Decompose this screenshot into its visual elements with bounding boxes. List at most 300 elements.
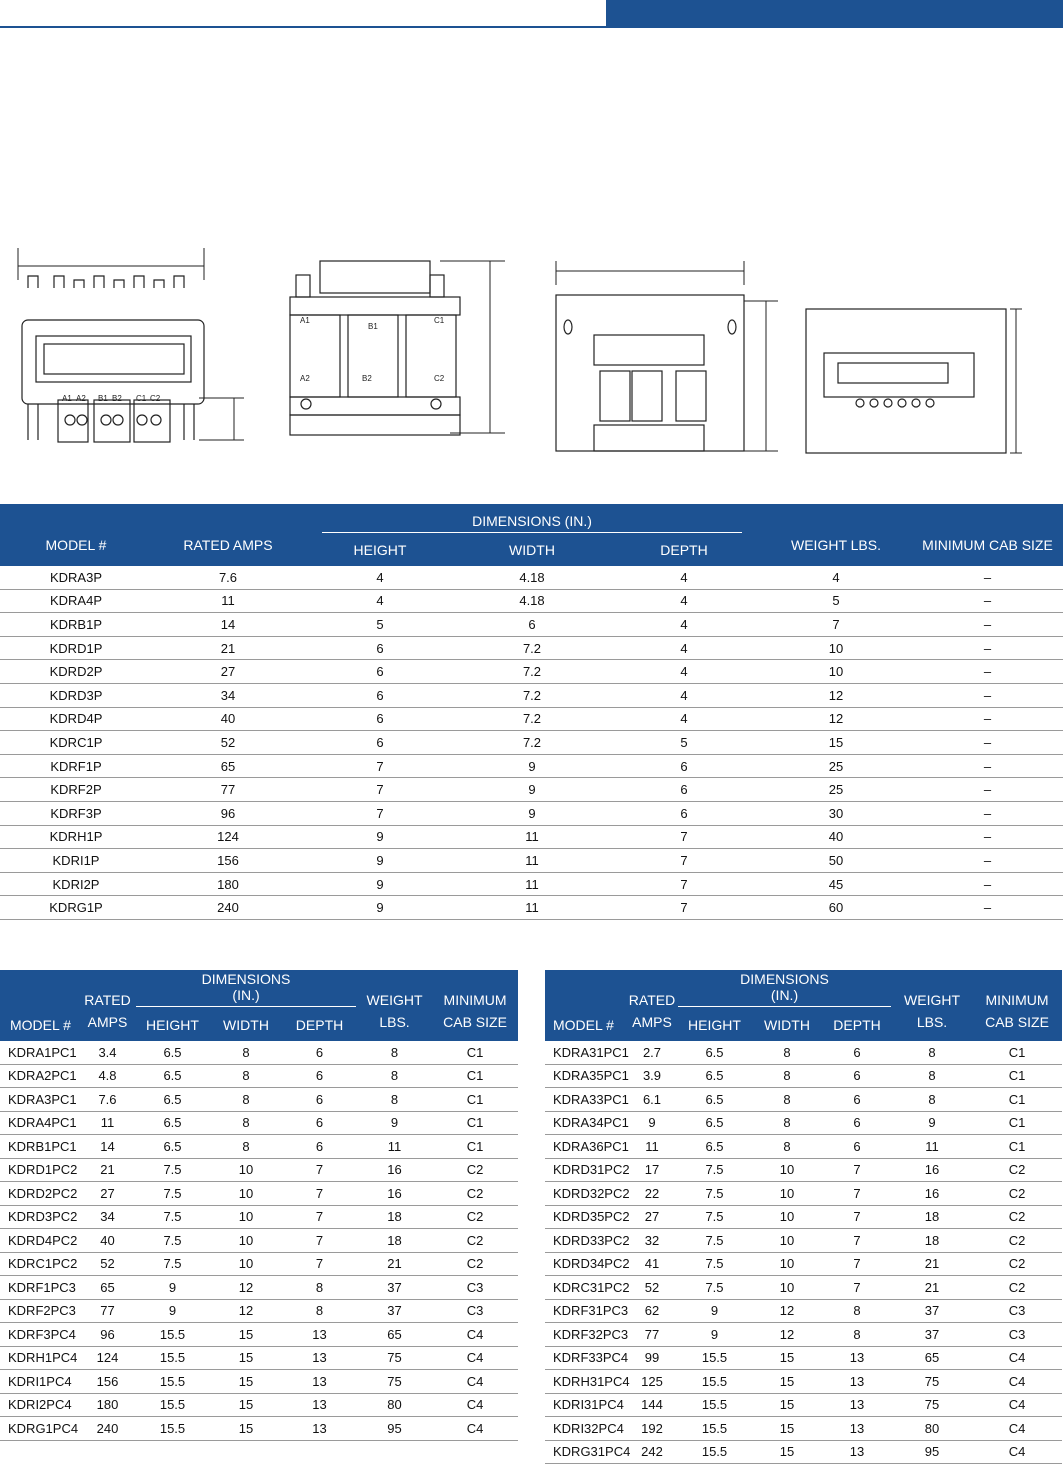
col-weight: WEIGHT LBS.	[760, 504, 912, 566]
table-row	[0, 1417, 518, 1441]
cell-width: 15	[752, 1440, 822, 1464]
table-row	[545, 1417, 1062, 1441]
cell-model: KDRB1PC1	[0, 1135, 80, 1159]
cell-rated-amps: 27	[80, 1182, 135, 1206]
cell-min-cab: C1	[972, 1111, 1062, 1135]
cell-model: KDRF31PC3	[545, 1299, 627, 1323]
col-rated-amps: RATED AMPS	[152, 504, 304, 566]
table-row	[0, 754, 1063, 778]
cell-height: 6.5	[677, 1111, 752, 1135]
cell-model: KDRI32PC4	[545, 1417, 627, 1441]
cell-width: 4.18	[456, 566, 608, 589]
cell-rated-amps: 77	[152, 778, 304, 802]
cell-height: 7.5	[135, 1182, 210, 1206]
cell-rated-amps: 27	[627, 1205, 677, 1229]
cell-depth: 7	[608, 825, 760, 849]
header-rule	[0, 26, 606, 28]
cell-depth: 7	[822, 1158, 892, 1182]
reactor-table-main	[0, 504, 1063, 920]
cell-width: 10	[210, 1229, 282, 1253]
table-row	[0, 589, 1063, 613]
cell-width: 9	[456, 778, 608, 802]
cell-depth: 6	[282, 1064, 357, 1088]
col-depth: DEPTH	[822, 1008, 892, 1041]
cell-rated-amps: 4.8	[80, 1064, 135, 1088]
cell-rated-amps: 52	[80, 1252, 135, 1276]
table-row	[0, 778, 1063, 802]
cell-model: KDRA4PC1	[0, 1111, 80, 1135]
cell-min-cab: –	[912, 636, 1063, 660]
cell-min-cab: C3	[972, 1323, 1062, 1347]
cell-rated-amps: 124	[80, 1346, 135, 1370]
cell-depth: 13	[822, 1393, 892, 1417]
cell-weight: 65	[357, 1323, 432, 1347]
cell-rated-amps: 9	[627, 1111, 677, 1135]
table-row	[0, 1064, 518, 1088]
cell-min-cab: C1	[972, 1088, 1062, 1112]
cell-rated-amps: 52	[627, 1276, 677, 1300]
table-row	[545, 1088, 1062, 1112]
cell-rated-amps: 3.4	[80, 1041, 135, 1064]
table-right-header	[545, 970, 1062, 1041]
cell-height: 7.5	[677, 1158, 752, 1182]
table-row	[0, 660, 1063, 684]
col-depth: DEPTH	[608, 534, 760, 566]
cell-min-cab: C1	[972, 1135, 1062, 1159]
cell-min-cab: C2	[432, 1229, 518, 1253]
cell-weight: 30	[760, 801, 912, 825]
cell-depth: 6	[608, 801, 760, 825]
cell-width: 12	[752, 1323, 822, 1347]
cell-width: 9	[456, 801, 608, 825]
cell-depth: 6	[282, 1041, 357, 1064]
table-row	[545, 1370, 1062, 1394]
cell-min-cab: C4	[972, 1346, 1062, 1370]
table-row	[545, 1276, 1062, 1300]
table-row	[545, 1346, 1062, 1370]
cell-weight: 8	[892, 1041, 972, 1064]
cell-weight: 8	[892, 1064, 972, 1088]
cell-min-cab: C4	[972, 1417, 1062, 1441]
coil-label-b1: B1	[368, 322, 378, 331]
cell-model: KDRA35PC1	[545, 1064, 627, 1088]
header-accent-block	[606, 0, 1063, 28]
table-main-header	[0, 504, 1063, 566]
cell-width: 7.2	[456, 660, 608, 684]
cell-depth: 6	[822, 1064, 892, 1088]
cell-rated-amps: 40	[152, 707, 304, 731]
cell-depth: 5	[608, 731, 760, 755]
table-row	[545, 1182, 1062, 1206]
col-model: MODEL #	[0, 504, 152, 566]
cell-width: 10	[752, 1158, 822, 1182]
cell-depth: 13	[822, 1370, 892, 1394]
cell-height: 15.5	[677, 1417, 752, 1441]
cell-depth: 13	[822, 1440, 892, 1464]
cell-depth: 8	[282, 1276, 357, 1300]
cell-model: KDRD34PC2	[545, 1252, 627, 1276]
cell-weight: 16	[357, 1182, 432, 1206]
cell-height: 15.5	[677, 1440, 752, 1464]
cell-model: KDRH31PC4	[545, 1370, 627, 1394]
cell-height: 7	[304, 754, 456, 778]
cell-height: 4	[304, 566, 456, 589]
cell-width: 7.2	[456, 636, 608, 660]
cell-width: 6	[456, 613, 608, 637]
table-row	[545, 1252, 1062, 1276]
cell-min-cab: –	[912, 801, 1063, 825]
cell-width: 10	[210, 1205, 282, 1229]
table-row	[545, 1299, 1062, 1323]
col-rated-amps: RATED AMPS	[80, 970, 135, 1041]
cell-height: 9	[304, 825, 456, 849]
cell-weight: 40	[760, 825, 912, 849]
cell-height: 6.5	[677, 1041, 752, 1064]
cell-rated-amps: 22	[627, 1182, 677, 1206]
cell-weight: 10	[760, 660, 912, 684]
cell-min-cab: –	[912, 849, 1063, 873]
cell-weight: 8	[892, 1088, 972, 1112]
cell-height: 15.5	[677, 1393, 752, 1417]
cell-width: 15	[210, 1393, 282, 1417]
cell-weight: 80	[892, 1417, 972, 1441]
table-row	[0, 707, 1063, 731]
col-width: WIDTH	[456, 534, 608, 566]
cell-width: 10	[210, 1182, 282, 1206]
cell-model: KDRA4P	[0, 589, 152, 613]
cell-model: KDRG31PC4	[545, 1440, 627, 1464]
cell-model: KDRA1PC1	[0, 1041, 80, 1064]
cell-width: 9	[456, 754, 608, 778]
reactor-table-enclosed-left	[0, 970, 518, 1441]
cell-depth: 7	[822, 1252, 892, 1276]
cell-weight: 95	[892, 1440, 972, 1464]
cell-depth: 4	[608, 613, 760, 637]
cell-width: 11	[456, 872, 608, 896]
cell-min-cab: C3	[972, 1299, 1062, 1323]
cell-model: KDRA2PC1	[0, 1064, 80, 1088]
cell-min-cab: C2	[972, 1182, 1062, 1206]
table-row	[545, 1440, 1062, 1464]
cell-width: 8	[210, 1088, 282, 1112]
cell-depth: 6	[822, 1111, 892, 1135]
cell-depth: 13	[282, 1346, 357, 1370]
coil-label-c1: C1	[434, 316, 445, 325]
cell-model: KDRF1PC3	[0, 1276, 80, 1300]
col-width: WIDTH	[210, 1008, 282, 1041]
cell-depth: 6	[282, 1111, 357, 1135]
cell-weight: 75	[892, 1393, 972, 1417]
cell-model: KDRF32PC3	[545, 1323, 627, 1347]
cell-model: KDRI1P	[0, 849, 152, 873]
cell-model: KDRF1P	[0, 754, 152, 778]
cell-height: 7.5	[677, 1229, 752, 1253]
cell-height: 9	[135, 1276, 210, 1300]
col-weight: WEIGHT LBS.	[892, 970, 972, 1041]
table-row	[0, 1229, 518, 1253]
table-row	[545, 1111, 1062, 1135]
cell-rated-amps: 62	[627, 1299, 677, 1323]
col-min-cab: MINIMUM CAB SIZE	[432, 970, 518, 1041]
cell-width: 10	[752, 1182, 822, 1206]
cell-rated-amps: 96	[152, 801, 304, 825]
cell-depth: 13	[282, 1393, 357, 1417]
cell-rated-amps: 180	[152, 872, 304, 896]
cell-min-cab: C1	[432, 1135, 518, 1159]
cell-weight: 7	[760, 613, 912, 637]
coil-label-c2: C2	[434, 374, 445, 383]
cell-rated-amps: 14	[80, 1135, 135, 1159]
cell-rated-amps: 41	[627, 1252, 677, 1276]
cell-depth: 4	[608, 683, 760, 707]
cell-depth: 6	[282, 1088, 357, 1112]
cell-height: 5	[304, 613, 456, 637]
cell-width: 15	[752, 1346, 822, 1370]
cell-depth: 7	[282, 1252, 357, 1276]
cell-depth: 4	[608, 636, 760, 660]
coil-label-a2: A2	[300, 374, 310, 383]
cell-width: 8	[752, 1064, 822, 1088]
cell-width: 11	[456, 849, 608, 873]
cell-height: 6	[304, 683, 456, 707]
cell-height: 15.5	[135, 1393, 210, 1417]
cell-rated-amps: 21	[152, 636, 304, 660]
cell-weight: 65	[892, 1346, 972, 1370]
cell-width: 8	[752, 1041, 822, 1064]
table-row	[545, 1158, 1062, 1182]
cell-rated-amps: 240	[80, 1417, 135, 1441]
cell-model: KDRD3PC2	[0, 1205, 80, 1229]
cell-min-cab: –	[912, 825, 1063, 849]
cell-depth: 7	[608, 896, 760, 920]
cell-rated-amps: 7.6	[80, 1088, 135, 1112]
cell-model: KDRD35PC2	[545, 1205, 627, 1229]
cell-depth: 13	[822, 1346, 892, 1370]
cell-weight: 12	[760, 683, 912, 707]
cell-width: 7.2	[456, 707, 608, 731]
cell-height: 9	[304, 872, 456, 896]
cell-width: 7.2	[456, 683, 608, 707]
cell-weight: 12	[760, 707, 912, 731]
cell-depth: 13	[282, 1370, 357, 1394]
cell-min-cab: C4	[432, 1323, 518, 1347]
col-dimensions: DIMENSIONS (IN.)	[304, 504, 760, 534]
cell-model: KDRI2P	[0, 872, 152, 896]
cell-weight: 37	[892, 1299, 972, 1323]
cell-rated-amps: 11	[152, 589, 304, 613]
cell-min-cab: C2	[432, 1252, 518, 1276]
cell-rated-amps: 14	[152, 613, 304, 637]
cell-width: 15	[752, 1393, 822, 1417]
table-main-body	[0, 566, 1063, 919]
cell-width: 10	[210, 1158, 282, 1182]
table-row	[0, 825, 1063, 849]
cell-height: 7.5	[135, 1205, 210, 1229]
cell-width: 8	[752, 1135, 822, 1159]
cell-depth: 7	[608, 872, 760, 896]
cell-width: 8	[752, 1111, 822, 1135]
cell-weight: 95	[357, 1417, 432, 1441]
col-height: HEIGHT	[135, 1008, 210, 1041]
cell-model: KDRD4PC2	[0, 1229, 80, 1253]
cell-weight: 11	[357, 1135, 432, 1159]
cell-depth: 7	[822, 1205, 892, 1229]
cell-depth: 4	[608, 589, 760, 613]
cell-width: 8	[210, 1041, 282, 1064]
cell-rated-amps: 52	[152, 731, 304, 755]
cell-model: KDRF2PC3	[0, 1299, 80, 1323]
cell-height: 7.5	[135, 1158, 210, 1182]
cell-rated-amps: 11	[80, 1111, 135, 1135]
cell-min-cab: C3	[432, 1299, 518, 1323]
cell-height: 7.5	[677, 1276, 752, 1300]
cell-model: KDRA33PC1	[545, 1088, 627, 1112]
cell-width: 15	[210, 1323, 282, 1347]
table-row	[0, 1182, 518, 1206]
cell-rated-amps: 96	[80, 1323, 135, 1347]
cell-model: KDRB1P	[0, 613, 152, 637]
cell-model: KDRA34PC1	[545, 1111, 627, 1135]
cell-height: 6.5	[135, 1041, 210, 1064]
cell-model: KDRD32PC2	[545, 1182, 627, 1206]
cell-min-cab: C1	[432, 1088, 518, 1112]
cell-min-cab: C4	[432, 1370, 518, 1394]
terminal-label-c2: C2	[150, 394, 161, 403]
cell-width: 15	[210, 1370, 282, 1394]
cell-height: 7.5	[135, 1252, 210, 1276]
cell-min-cab: –	[912, 683, 1063, 707]
cell-weight: 25	[760, 778, 912, 802]
table-row	[545, 1323, 1062, 1347]
table-row	[545, 1393, 1062, 1417]
col-dimensions: DIMENSIONS (IN.)	[135, 970, 357, 1008]
cell-depth: 8	[822, 1323, 892, 1347]
cell-rated-amps: 27	[152, 660, 304, 684]
table-row	[0, 1041, 518, 1064]
cell-min-cab: C2	[972, 1158, 1062, 1182]
col-width: WIDTH	[752, 1008, 822, 1041]
table-row	[0, 1088, 518, 1112]
cell-min-cab: C1	[432, 1111, 518, 1135]
cell-model: KDRF2P	[0, 778, 152, 802]
drawing-enclosure-interior	[548, 255, 783, 460]
cell-depth: 13	[282, 1323, 357, 1347]
table-row	[0, 1252, 518, 1276]
table-left-header	[0, 970, 518, 1041]
cell-min-cab: C4	[432, 1417, 518, 1441]
cell-width: 10	[752, 1252, 822, 1276]
technical-drawings	[0, 240, 1063, 470]
cell-depth: 7	[608, 849, 760, 873]
cell-model: KDRA3PC1	[0, 1088, 80, 1112]
cell-height: 15.5	[135, 1346, 210, 1370]
cell-min-cab: C4	[972, 1370, 1062, 1394]
table-row	[545, 1229, 1062, 1253]
cell-min-cab: C4	[972, 1440, 1062, 1464]
table-row	[0, 801, 1063, 825]
reactor-table-enclosed-right	[545, 970, 1062, 1464]
cell-min-cab: –	[912, 613, 1063, 637]
col-rated-amps: RATED AMPS	[627, 970, 677, 1041]
table-row	[0, 1111, 518, 1135]
table-row	[0, 683, 1063, 707]
cell-depth: 6	[608, 778, 760, 802]
cell-depth: 4	[608, 660, 760, 684]
cell-weight: 80	[357, 1393, 432, 1417]
cell-rated-amps: 7.6	[152, 566, 304, 589]
cell-model: KDRD31PC2	[545, 1158, 627, 1182]
cell-rated-amps: 192	[627, 1417, 677, 1441]
cell-weight: 75	[357, 1370, 432, 1394]
cell-width: 12	[210, 1299, 282, 1323]
cell-height: 7	[304, 778, 456, 802]
cell-width: 7.2	[456, 731, 608, 755]
cell-height: 6	[304, 636, 456, 660]
table-row	[0, 1370, 518, 1394]
cell-model: KDRA36PC1	[545, 1135, 627, 1159]
cell-height: 15.5	[135, 1370, 210, 1394]
terminal-label-b1: B1	[98, 394, 108, 403]
col-height: HEIGHT	[304, 534, 456, 566]
cell-rated-amps: 34	[152, 683, 304, 707]
cell-model: KDRD1P	[0, 636, 152, 660]
cell-model: KDRD33PC2	[545, 1229, 627, 1253]
cell-min-cab: C2	[432, 1182, 518, 1206]
cell-model: KDRD1PC2	[0, 1158, 80, 1182]
cell-min-cab: –	[912, 566, 1063, 589]
cell-rated-amps: 32	[627, 1229, 677, 1253]
cell-height: 6	[304, 731, 456, 755]
col-depth: DEPTH	[282, 1008, 357, 1041]
cell-rated-amps: 156	[152, 849, 304, 873]
cell-depth: 4	[608, 566, 760, 589]
cell-model: KDRD3P	[0, 683, 152, 707]
cell-weight: 18	[357, 1229, 432, 1253]
terminal-label-a1: A1	[62, 394, 72, 403]
cell-width: 10	[752, 1276, 822, 1300]
cell-min-cab: –	[912, 660, 1063, 684]
col-dimensions: DIMENSIONS (IN.)	[677, 970, 892, 1008]
cell-min-cab: –	[912, 778, 1063, 802]
cell-depth: 6	[822, 1088, 892, 1112]
cell-height: 15.5	[677, 1370, 752, 1394]
table-row	[0, 1205, 518, 1229]
cell-width: 12	[210, 1276, 282, 1300]
cell-width: 15	[752, 1417, 822, 1441]
table-row	[545, 1135, 1062, 1159]
col-min-cab: MINIMUM CAB SIZE	[972, 970, 1062, 1041]
cell-rated-amps: 21	[80, 1158, 135, 1182]
cell-height: 9	[677, 1323, 752, 1347]
cell-rated-amps: 17	[627, 1158, 677, 1182]
cell-weight: 50	[760, 849, 912, 873]
coil-label-a1: A1	[300, 316, 310, 325]
cell-width: 10	[752, 1205, 822, 1229]
cell-rated-amps: 242	[627, 1440, 677, 1464]
table-row	[0, 1158, 518, 1182]
cell-min-cab: C4	[432, 1346, 518, 1370]
cell-rated-amps: 99	[627, 1346, 677, 1370]
cell-depth: 7	[282, 1229, 357, 1253]
cell-depth: 7	[282, 1158, 357, 1182]
cell-height: 6.5	[677, 1088, 752, 1112]
cell-rated-amps: 11	[627, 1135, 677, 1159]
cell-min-cab: C2	[432, 1205, 518, 1229]
table-row	[545, 1064, 1062, 1088]
table-row	[0, 1393, 518, 1417]
cell-min-cab: –	[912, 707, 1063, 731]
cell-width: 12	[752, 1299, 822, 1323]
